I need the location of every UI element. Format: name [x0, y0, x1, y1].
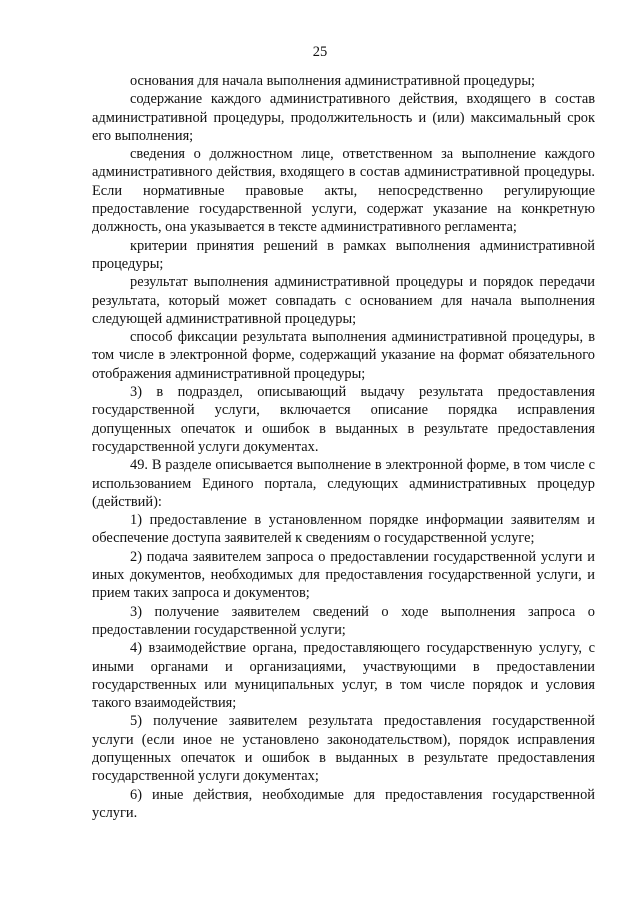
paragraph: 49. В разделе описывается выполнение в электронной форме, в том числе с использованием Единого портала, следующих административных процедур (действий): — [92, 457, 595, 510]
paragraph: содержание каждого административного действия, входящего в состав административной процедуры, продолжительность и (или) максимальный срок его выполнения; — [92, 91, 595, 144]
paragraph: результат выполнения административной процедуры и порядок передачи результата, который может совпадать с основанием для начала выполнения следующей административной процедуры; — [92, 274, 595, 327]
paragraph: сведения о должностном лице, ответственном за выполнение каждого административного действия, входящего в состав административной процедуры. Если нормативные правовые акты, непосредственно регулирующие предоставление государственной услуги, содержат указание на конкретную должность, она указывается в тексте административного регламента; — [92, 146, 595, 236]
paragraph: 5) получение заявителем результата предоставления государственной услуги (если иное не установлено законодательством), порядок исправления допущенных опечаток и ошибок в выданных в результате предоставления государственной услуги документах; — [92, 713, 595, 785]
document-body — [92, 72, 595, 822]
page-number: 25 — [312, 44, 328, 60]
paragraph: 3) получение заявителем сведений о ходе выполнения запроса о предоставлении государственной услуги; — [92, 603, 595, 638]
paragraph: 6) иные действия, необходимые для предоставления государственной услуги. — [92, 786, 595, 821]
paragraph: способ фиксации результата выполнения административной процедуры, в том числе в электронной форме, содержащий указание на формат обязательного отображения административной процедуры; — [92, 329, 595, 382]
paragraph: 1) предоставление в установленном порядке информации заявителям и обеспечение доступа заявителей к сведениям о государственной услуге; — [92, 512, 595, 547]
paragraph: 2) подача заявителем запроса о предоставлении государственной услуги и иных документов, необходимых для предоставления государственной услуги, и прием таких запроса и документов; — [92, 548, 595, 602]
paragraph: критерии принятия решений в рамках выполнения административной процедуры; — [92, 237, 595, 272]
paragraph: 3) в подраздел, описывающий выдачу результата предоставления государственной услуги, включается описание порядка исправления допущенных опечаток и ошибок в выданных в результате предоставления государственной услуги документах. — [92, 384, 595, 455]
paragraph: 4) взаимодействие органа, предоставляющего государственную услугу, с иными органами и организациями, участвующими в предоставлении государственных или муниципальных услуг, в том числе порядок и условия такого взаимодействия; — [92, 640, 595, 712]
paragraph: основания для начала выполнения административной процедуры; — [130, 73, 535, 89]
